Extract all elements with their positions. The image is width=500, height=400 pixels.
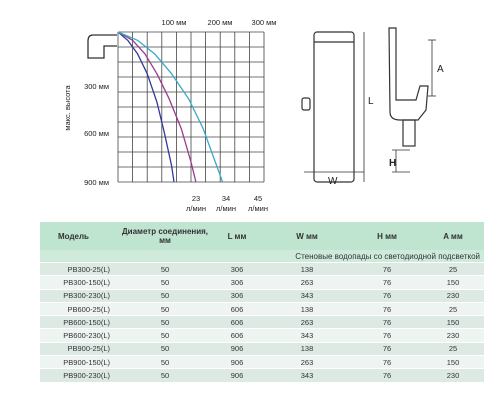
spec-table: [40, 222, 484, 383]
y-axis-label: макс. высота: [63, 85, 72, 131]
table-row: [40, 356, 484, 369]
dim-label-h: H: [389, 158, 397, 169]
flow-value-label: 45: [253, 194, 263, 203]
table-row: [40, 342, 484, 355]
cell-diameter: 50: [118, 329, 212, 342]
cell-h: 76: [352, 316, 422, 329]
cell-h: 76: [352, 302, 422, 315]
x-tick-label: 200 мм: [207, 18, 233, 27]
cell-model: PB600-25(L): [40, 302, 118, 315]
cell-a: 150: [422, 276, 484, 289]
cell-l: 906: [212, 369, 262, 382]
dim-label-l: L: [368, 96, 374, 107]
cell-a: 25: [422, 342, 484, 355]
header-l: L мм: [212, 222, 262, 250]
cell-h: 76: [352, 369, 422, 382]
cell-l: 306: [212, 276, 262, 289]
y-tick-label: 900 мм: [84, 178, 109, 187]
x-tick-label: 100 мм: [161, 18, 187, 27]
cell-l: 606: [212, 302, 262, 315]
cell-a: 25: [422, 302, 484, 315]
cell-diameter: 50: [118, 316, 212, 329]
cell-a: 230: [422, 289, 484, 302]
table-body: [40, 250, 484, 382]
cell-l: 906: [212, 342, 262, 355]
flow-value-label: 23: [191, 194, 201, 203]
cell-diameter: 50: [118, 289, 212, 302]
cell-h: 76: [352, 329, 422, 342]
cell-diameter: 50: [118, 369, 212, 382]
cell-model: PB300-25(L): [40, 263, 118, 276]
cell-l: 906: [212, 356, 262, 369]
cell-h: 76: [352, 342, 422, 355]
cell-a: 230: [422, 329, 484, 342]
flow-chart: [63, 18, 276, 213]
dim-label-w: W: [328, 176, 338, 187]
header-a: A мм: [422, 222, 484, 250]
dim-label-a: A: [437, 64, 444, 75]
cell-w: 138: [262, 302, 352, 315]
table-row: [40, 302, 484, 315]
cell-w: 263: [262, 356, 352, 369]
header-model: Модель: [40, 222, 118, 250]
flow-unit-label: л/мин: [186, 204, 206, 213]
cell-a: 25: [422, 263, 484, 276]
group-title-row: [40, 250, 484, 263]
cell-w: 138: [262, 342, 352, 355]
cell-l: 606: [212, 316, 262, 329]
cell-diameter: 50: [118, 302, 212, 315]
cell-a: 230: [422, 369, 484, 382]
cell-model: PB900-25(L): [40, 342, 118, 355]
cell-l: 306: [212, 289, 262, 302]
y-tick-label: 600 мм: [84, 129, 109, 138]
header-diameter: Диаметр соединения, мм: [118, 222, 212, 250]
cell-model: PB900-230(L): [40, 369, 118, 382]
cell-h: 76: [352, 356, 422, 369]
cell-l: 306: [212, 263, 262, 276]
x-tick-label: 300 мм: [251, 18, 277, 27]
front-view-outlet-icon: [302, 98, 310, 110]
table-row: [40, 369, 484, 382]
table-row: [40, 329, 484, 342]
table-row: [40, 263, 484, 276]
cell-w: 138: [262, 263, 352, 276]
cell-w: 343: [262, 369, 352, 382]
table-header-row: [40, 222, 484, 250]
cell-model: PB300-230(L): [40, 289, 118, 302]
cell-l: 606: [212, 329, 262, 342]
cell-w: 343: [262, 329, 352, 342]
cell-model: PB300-150(L): [40, 276, 118, 289]
flow-unit-label: л/мин: [248, 204, 268, 213]
cell-diameter: 50: [118, 342, 212, 355]
cell-a: 150: [422, 316, 484, 329]
y-tick-label: 300 мм: [84, 82, 109, 91]
flow-unit-label: л/мин: [216, 204, 236, 213]
cell-diameter: 50: [118, 276, 212, 289]
cell-w: 263: [262, 316, 352, 329]
table-row: [40, 276, 484, 289]
cell-diameter: 50: [118, 356, 212, 369]
cell-model: PB600-230(L): [40, 329, 118, 342]
header-w: W мм: [262, 222, 352, 250]
cell-h: 76: [352, 289, 422, 302]
cell-h: 76: [352, 276, 422, 289]
cell-h: 76: [352, 263, 422, 276]
cell-model: PB900-150(L): [40, 356, 118, 369]
cell-model: PB600-150(L): [40, 316, 118, 329]
cell-diameter: 50: [118, 263, 212, 276]
cell-a: 150: [422, 356, 484, 369]
chart-grid: [118, 32, 264, 182]
cell-w: 343: [262, 289, 352, 302]
cell-w: 263: [262, 276, 352, 289]
flow-value-label: 34: [221, 194, 231, 203]
table-row: [40, 289, 484, 302]
table-row: [40, 316, 484, 329]
header-h: H мм: [352, 222, 422, 250]
nozzle-profile-icon: [88, 35, 117, 58]
side-view-pipe: [403, 120, 415, 146]
front-view-body: [314, 32, 354, 182]
side-view-profile: [389, 28, 428, 120]
group-title: Стеновые водопады со светодиодной подсветкой: [40, 250, 484, 263]
